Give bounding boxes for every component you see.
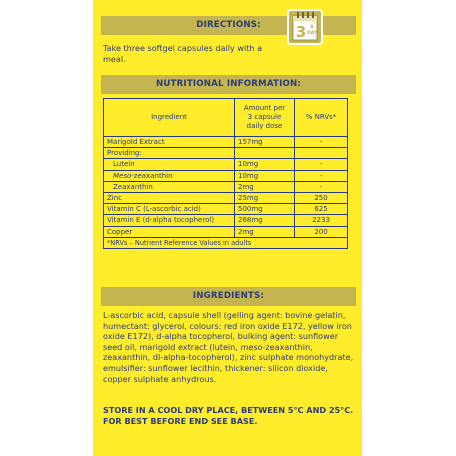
header-amount: Amount per 3 capsule daily dose: [235, 99, 295, 137]
label-panel: [93, 0, 362, 456]
nutrition-table: [103, 98, 348, 249]
table-row: Vitamin E (d-alpha tocopherol) 268mg 2233: [104, 215, 348, 226]
table-row: Zeaxanthin 2mg -: [104, 181, 348, 192]
header-ingredient: Ingredient: [104, 99, 235, 137]
ingredients-text: L-ascorbic acid, capsule shell (gelling agent: bovine gelatin, humectant: glycerol, colours: red iron oxide E172, yellow iron oxide E172), d-alpha tocopherol, bulking agent: sunflower seed oil, marigold extract (lutein, meso-zeaxanthin, zeaxanthin, dl-alpha-tocopherol), zinc sulphate monohydrate, emulsifier: sunflower lecithin, thickener: silicon dioxide, copper sulphate anhydrous.: [103, 310, 354, 384]
table-row: Lutein 10mg -: [104, 159, 348, 170]
nrv-footnote: *NRVs – Nutrient Reference Values in adults: [104, 237, 348, 248]
table-row: Zinc 25mg 250: [104, 192, 348, 203]
badge-text-b: DAY: [306, 31, 318, 36]
table-row: Marigold Extract 157mg -: [104, 137, 348, 148]
table-header-row: [104, 99, 348, 137]
ingredients-heading: INGREDIENTS:: [101, 287, 356, 306]
table-row: Providing:: [104, 148, 348, 159]
badge-text-a: A: [310, 25, 314, 30]
table-row: Copper 2mg 200: [104, 226, 348, 237]
directions-text: Take three softgel capsules daily with a meal.: [103, 43, 263, 64]
calendar-icon: [287, 9, 323, 45]
directions-heading: DIRECTIONS:: [101, 16, 356, 35]
table-footnote-row: [104, 237, 348, 248]
nutrition-heading: NUTRITIONAL INFORMATION:: [101, 75, 356, 94]
table-row: Meso-zeaxanthin 10mg -: [104, 170, 348, 181]
badge-number: 3: [295, 23, 307, 41]
storage-instructions: STORE IN A COOL DRY PLACE, BETWEEN 5°C AND 25°C. FOR BEST BEFORE END SEE BASE.: [103, 405, 354, 426]
table-row: Vitamin C (L-ascorbic acid) 500mg 625: [104, 204, 348, 215]
header-nrv: % NRVs*: [295, 99, 348, 137]
